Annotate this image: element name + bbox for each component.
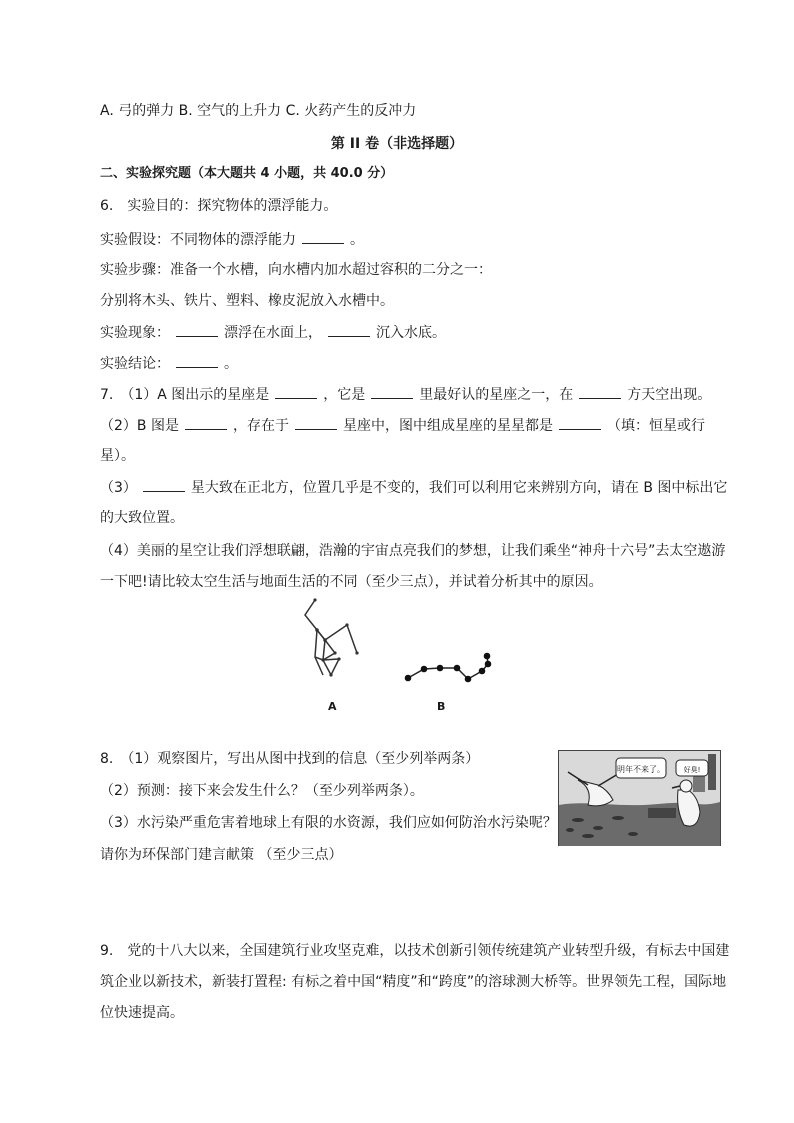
q6-steps: 实验步骤：准备一个水槽，向水槽内加水超过容积的二分之一： bbox=[100, 262, 492, 278]
answer-blank[interactable] bbox=[579, 384, 621, 399]
answer-blank[interactable] bbox=[328, 322, 370, 337]
q6-phenomenon: 实验现象： 漂浮在水面上， 沉入水底。 bbox=[100, 322, 446, 343]
q7-part4-cont: 一下吧!请比较太空生活与地面生活的不同（至少三点），并试着分析其中的原因。 bbox=[100, 574, 603, 590]
q6-conclusion: 实验结论： 。 bbox=[100, 353, 238, 374]
constellation-b-figure bbox=[402, 650, 498, 686]
answer-blank[interactable] bbox=[302, 229, 344, 244]
q6-hypothesis: 实验假设：不同物体的漂浮能力 。 bbox=[100, 229, 364, 250]
q9-line1: 9. 党的十八大以来，全国建筑行业攻坚克难，以技术创新引领传统建筑产业转型升级，有标去中国建 bbox=[100, 943, 730, 959]
q6-purpose: 6. 实验目的：探究物体的漂浮能力。 bbox=[100, 198, 338, 214]
constellation-a-figure bbox=[295, 595, 375, 695]
q7-part3: （3） 星大致在正北方，位置几乎是不变的，我们可以利用它来辨别方向，请在 B 图中标出它 bbox=[100, 477, 727, 498]
q7-part1: 7. （1）A 图出示的星座是 ，它是 里最好认的星座之一，在 方天空出现。 bbox=[100, 384, 711, 405]
section-heading: 二、实验探究题（本大题共 4 小题，共 40.0 分） bbox=[100, 166, 394, 181]
q7-part2: （2）B 图是 ，存在于 星座中，图中组成星座的星星都是 （填：恒星或行 bbox=[100, 415, 705, 436]
q8-part2: （2）预测：接下来会发生什么？（至少列举两条）。 bbox=[100, 783, 424, 799]
answer-blank[interactable] bbox=[559, 415, 601, 430]
q7-part3-cont: 的大致位置。 bbox=[100, 510, 184, 526]
option-line: A. 弓的弹力 B. 空气的上升力 C. 火药产生的反冲力 bbox=[100, 103, 417, 119]
answer-blank[interactable] bbox=[371, 384, 413, 399]
answer-blank[interactable] bbox=[176, 353, 218, 368]
answer-blank[interactable] bbox=[185, 415, 227, 430]
q7-part2-cont: 星）。 bbox=[100, 448, 135, 464]
q7-part4: （4）美丽的星空让我们浮想联翩，浩瀚的宇宙点亮我们的梦想，让我们乘坐“神舟十六号”去太空遨游 bbox=[100, 543, 726, 559]
cartoon-bubble-right: 好臭! bbox=[683, 766, 701, 774]
pollution-cartoon bbox=[558, 750, 721, 846]
q6-steps-cont: 分别将木头、铁片、塑料、橡皮泥放入水槽中。 bbox=[100, 293, 394, 309]
answer-blank[interactable] bbox=[295, 415, 337, 430]
answer-blank[interactable] bbox=[275, 384, 317, 399]
q8-part3: （3）水污染严重危害着地球上有限的水资源，我们应如何防治水污染呢？ bbox=[100, 815, 557, 831]
answer-blank[interactable] bbox=[176, 322, 218, 337]
q8-part1: 8. （1）观察图片，写出从图中找到的信息（至少列举两条） bbox=[100, 751, 480, 767]
q9-line3: 位快速提高。 bbox=[100, 1005, 184, 1021]
figure-a-label: A bbox=[328, 700, 337, 713]
answer-blank[interactable] bbox=[143, 477, 185, 492]
q9-line2: 筑企业以新技术，新装打置程: 有标之着中国“精度”和“跨度”的溶球测大桥等。世界领先工程，国际地 bbox=[100, 974, 727, 990]
cartoon-bubble-left: 明年不来了。 bbox=[617, 765, 665, 774]
q8-part3-cont: 请你为环保部门建言献策 （至少三点） bbox=[100, 847, 343, 863]
figure-b-label: B bbox=[437, 700, 446, 713]
section-title: 第 II 卷（非选择题） bbox=[330, 136, 464, 152]
